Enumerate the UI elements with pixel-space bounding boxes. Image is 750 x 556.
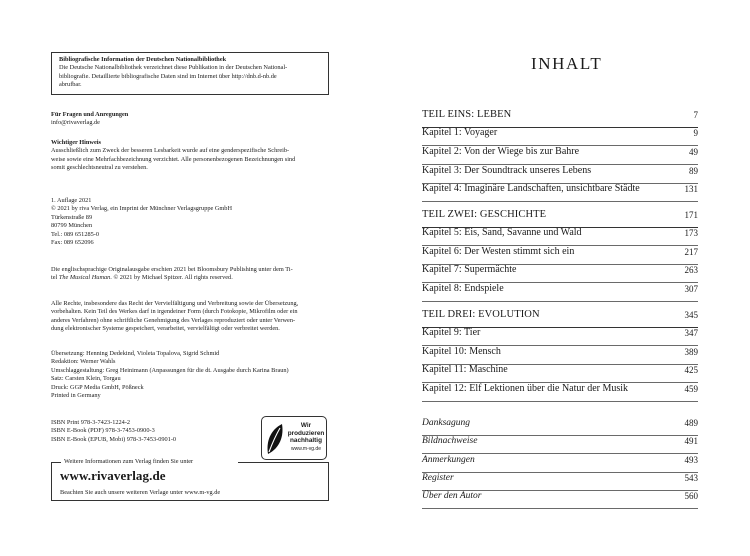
- toc-label: Kapitel 11: Maschine: [422, 364, 508, 375]
- toc-rule: [422, 301, 698, 302]
- toc-label: Kapitel 4: Imaginäre Landschaften, unsichtbare Städte: [422, 183, 640, 194]
- cover-credit: Umschlaggestaltung: Greg Heinimann (Anpassungen für die dt. Ausgabe durch Karina Braun): [51, 366, 289, 374]
- leaf-icon: [265, 422, 285, 456]
- publisher-block: [51, 197, 329, 247]
- original-edition-line: Die englischsprachige Originalausgabe erschien 2021 bei Bloomsbury Publishing unter dem Ti-: [51, 266, 293, 273]
- toc-page: 389: [684, 347, 698, 357]
- badge-line-1: Wir produzieren: [287, 422, 325, 437]
- badge-line-2: nachhaltig: [290, 437, 322, 445]
- toc-page: 173: [684, 228, 698, 238]
- toc-chapter-10[interactable]: [422, 345, 698, 365]
- rights-line: dung elektronischer Systeme gespeichert, verarbeitet, vervielfältigt oder verbreitet werden.: [51, 325, 280, 333]
- toc-page: 89: [689, 166, 698, 176]
- toc-chapter-4[interactable]: [422, 182, 698, 202]
- toc-rule: [422, 508, 698, 509]
- toc-part-2[interactable]: [422, 208, 698, 228]
- toc-page: 560: [684, 491, 698, 501]
- toc-page: 543: [684, 473, 698, 483]
- typesetting-credit: Satz: Carsten Klein, Torgau: [51, 375, 121, 383]
- toc-label: TEIL EINS: LEBEN: [422, 109, 512, 120]
- edition-line: 1. Auflage 2021: [51, 197, 92, 204]
- toc-chapter-12[interactable]: [422, 382, 698, 402]
- box-top-line: [52, 462, 61, 463]
- translation-credit: Übersetzung: Henning Dedekind, Violeta Topalova, Sigrid Schmid: [51, 350, 220, 357]
- toc-label: TEIL DREI: EVOLUTION: [422, 309, 540, 320]
- toc-label: Kapitel 2: Von der Wiege bis zur Bahre: [422, 146, 580, 157]
- copyright-line: © 2021 by riva Verlag, ein Imprint der Münchner Verlagsgruppe GmbH: [51, 205, 232, 213]
- toc-index[interactable]: [422, 471, 698, 491]
- toc-page: 7: [693, 110, 698, 120]
- original-copyright: . © 2021 by Michael Spitzer. All rights reserved.: [110, 274, 233, 282]
- toc-label: Kapitel 3: Der Soundtrack unseres Lebens: [422, 165, 592, 176]
- toc-label: Kapitel 1: Voyager: [422, 127, 498, 138]
- toc-part-3[interactable]: [422, 308, 698, 328]
- toc-acknowledgements[interactable]: [422, 416, 698, 436]
- bibliographic-info-line: bibliografie. Detaillierte bibliografische Daten sind im Internet über http://dnb.d-nb.de: [59, 72, 277, 80]
- toc-part-1[interactable]: [422, 108, 698, 128]
- notice-title: Wichtiger Hinweis: [51, 139, 101, 146]
- questions-block: [51, 111, 329, 128]
- website-note: Beachten Sie auch unsere weiteren Verlage unter www.m-vg.de: [60, 489, 221, 496]
- rights-line: anderes Verfahren) ohne schriftliche Genehmigung des Verlages reproduziert oder unter Verwen-: [51, 316, 296, 324]
- toc-label: Kapitel 9: Tier: [422, 327, 481, 338]
- publisher-website-box: [51, 458, 329, 501]
- toc-page: 493: [684, 455, 698, 465]
- toc-image-credits[interactable]: [422, 434, 698, 454]
- toc-page: 49: [689, 147, 698, 157]
- bibliographic-info-box: [51, 52, 329, 95]
- box-top-line: [238, 462, 328, 463]
- toc-label: TEIL ZWEI: GESCHICHTE: [422, 209, 547, 220]
- toc-chapter-7[interactable]: [422, 263, 698, 283]
- toc-chapter-1[interactable]: [422, 126, 698, 146]
- notice-line: weise sowie eine Mehrfachbezeichnung verzichtet. Alle personenbezogenen Bezeichnungen sind: [51, 155, 296, 163]
- questions-title: Für Fragen und Anregungen: [51, 111, 129, 118]
- toc-chapter-6[interactable]: [422, 245, 698, 265]
- original-title: The Musical Human: [58, 274, 111, 282]
- badge-url: www.m-vg.de: [290, 446, 321, 452]
- toc-label: Kapitel 12: Elf Lektionen über die Natur der Musik: [422, 383, 629, 394]
- credits-block: [51, 350, 329, 400]
- original-edition-block: [51, 266, 329, 283]
- toc-page: 217: [684, 247, 698, 257]
- notice-line: somit geschlechtsneutral zu verstehen.: [51, 164, 148, 172]
- toc-chapter-9[interactable]: [422, 326, 698, 346]
- toc-notes[interactable]: [422, 453, 698, 473]
- toc-label: Über den Autor: [422, 491, 482, 501]
- toc-label: Kapitel 8: Endspiele: [422, 283, 504, 294]
- isbn-epub: ISBN E-Book (EPUB, Mobi) 978-3-7453-0901-0: [51, 435, 177, 443]
- toc-page: 491: [684, 436, 698, 446]
- printed-in-line: Printed in Germany: [51, 392, 101, 400]
- rights-line: Alle Rechte, insbesondere das Recht der Vervielfältigung und Verbreitung sowie der Übersetzung,: [51, 300, 299, 307]
- editor-credit: Redaktion: Werner Wahls: [51, 358, 116, 366]
- toc-page: 263: [684, 265, 698, 275]
- toc-label: Kapitel 10: Mensch: [422, 346, 501, 357]
- toc-page: 9: [693, 128, 698, 138]
- badge-text: [286, 422, 326, 445]
- toc-chapter-2[interactable]: [422, 145, 698, 165]
- rights-line: vorbehalten. Kein Teil des Werkes darf in irgendeiner Form (durch Fotokopie, Mikrofilm oder ein: [51, 308, 298, 316]
- toc-page: 171: [684, 210, 698, 220]
- original-edition-word: tel: [51, 274, 58, 282]
- phone-line: Tel.: 089 651285-0: [51, 230, 100, 238]
- city-line: 80799 München: [51, 222, 93, 230]
- toc-chapter-3[interactable]: [422, 164, 698, 184]
- bibliographic-info-line: Die Deutsche Nationalbibliothek verzeichnet diese Publikation in der Deutschen National-: [59, 64, 288, 72]
- isbn-pdf: ISBN E-Book (PDF) 978-3-7453-0900-3: [51, 427, 155, 435]
- toc-label: Anmerkungen: [422, 455, 475, 465]
- toc-label: Kapitel 5: Eis, Sand, Savanne und Wald: [422, 227, 582, 238]
- notice-block: [51, 139, 329, 173]
- fax-line: Fax: 089 652096: [51, 239, 94, 247]
- toc-page: 459: [684, 384, 698, 394]
- toc-page: 131: [684, 184, 698, 194]
- toc-label: Danksagung: [422, 418, 471, 428]
- toc-rule: [422, 401, 698, 402]
- bibliographic-info-line: abrufbar.: [59, 81, 82, 89]
- questions-email: info@rivaverlag.de: [51, 119, 100, 127]
- imprint-page: [51, 52, 329, 496]
- toc-label: Register: [422, 473, 454, 483]
- rights-block: [51, 300, 329, 334]
- isbn-print: ISBN Print 978-3-7423-1224-2: [51, 419, 131, 426]
- bibliographic-info-title: Bibliografische Information der Deutschen Nationalbibliothek: [59, 56, 227, 63]
- website-caption: Weitere Informationen zum Verlag finden Sie unter: [64, 458, 194, 465]
- street-line: Türkenstraße 89: [51, 213, 93, 221]
- notice-line: Ausschließlich zum Zweck der besseren Lesbarkeit wurde auf eine genderspezifische Schreib-: [51, 147, 290, 155]
- website-url[interactable]: www.rivaverlag.de: [60, 468, 166, 483]
- toc-label: Kapitel 7: Supermächte: [422, 264, 517, 275]
- toc-chapter-11[interactable]: [422, 363, 698, 383]
- toc-page: 489: [684, 418, 698, 428]
- toc-page: 307: [684, 284, 698, 294]
- toc-rule: [422, 201, 698, 202]
- toc-page: 425: [684, 365, 698, 375]
- toc-chapter-5[interactable]: [422, 226, 698, 246]
- toc-about-author[interactable]: [422, 489, 698, 509]
- original-edition-line-2: [51, 274, 329, 282]
- print-credit: Druck: GGP Media GmbH, Pößneck: [51, 383, 144, 391]
- toc-page: 347: [684, 328, 698, 338]
- sustainability-badge: [261, 416, 327, 460]
- toc-page: 345: [684, 310, 698, 320]
- toc-label: Bildnachweise: [422, 436, 478, 446]
- toc-chapter-8[interactable]: [422, 282, 698, 302]
- toc-label: Kapitel 6: Der Westen stimmt sich ein: [422, 246, 575, 257]
- contents-heading: INHALT: [531, 54, 603, 73]
